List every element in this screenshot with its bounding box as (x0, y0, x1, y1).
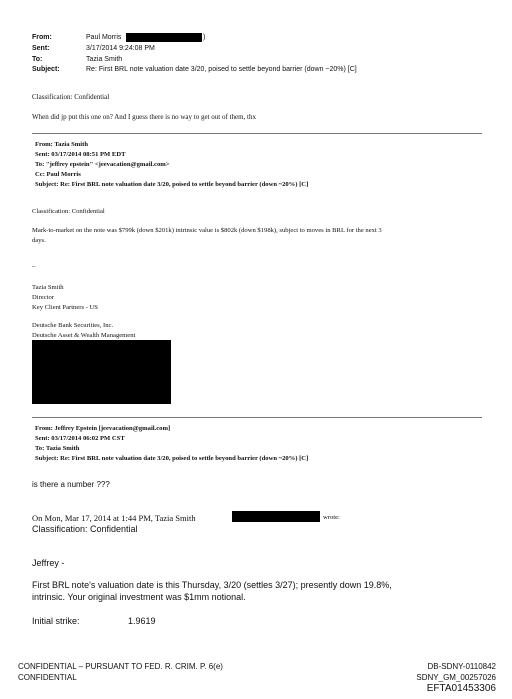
to-label: To: (32, 56, 43, 63)
signature-division: Deutsche Asset & Wealth Management (32, 332, 136, 339)
footer-confidential-notice: CONFIDENTIAL – PURSUANT TO FED. R. CRIM. P. 6(e) (18, 662, 223, 671)
quote-to: To: Tazia Smith (35, 445, 80, 452)
quote-subject: Subject: Re: First BRL note valuation date 3/20, poised to settle beyond barrier (down ~20%) [C] (35, 181, 309, 188)
greeting: Jeffrey - (32, 558, 65, 568)
subject-value: Re: First BRL note valuation date 3/20, poised to settle beyond barrier (down ~20%) [C] (86, 66, 357, 73)
from-label: From: (32, 34, 52, 41)
signature-name: Tazia Smith (32, 284, 64, 291)
message-body-line: Mark-to-market on the note was $799k (down $201k) intrinsic value is $802k (down $198k), subject to moves in BRL for the next 3 (32, 227, 382, 234)
footer-bates-number: DB-SDNY-0110842 (427, 662, 496, 671)
signature-company: Deutsche Bank Securities, Inc. (32, 322, 114, 329)
quote-to: To: "jeffrey epstein" <jeevacation@gmail.com> (35, 161, 170, 168)
classification-text: Classification: Confidential (32, 208, 105, 215)
divider (32, 133, 482, 134)
signature-title: Director (32, 294, 54, 301)
footer-efta-number: EFTA01453306 (426, 683, 496, 694)
quote-sent: Sent: 03/17/2014 08:51 PM EDT (35, 151, 126, 158)
signature-team: Key Client Partners - US (32, 304, 98, 311)
sent-label: Sent: (32, 45, 50, 52)
quote-from: From: Jeffrey Epstein [jeevacation@gmail.com] (35, 425, 171, 432)
redaction-block (32, 340, 171, 404)
from-tail: ) (203, 34, 206, 41)
wrote-line: On Mon, Mar 17, 2014 at 1:44 PM, Tazia Smith (32, 513, 196, 523)
message-body: is there a number ??? (32, 480, 110, 489)
quote-cc: Cc: Paul Morris (35, 171, 81, 178)
message-paragraph-line: First BRL note's valuation date is this Thursday, 3/20 (settles 3/27); presently down 19.8%, (32, 580, 392, 590)
divider (32, 417, 482, 418)
footer-confidential: CONFIDENTIAL (18, 673, 77, 682)
from-value: Paul Morris (86, 34, 122, 41)
redaction-block (126, 33, 202, 42)
to-value: Tazia Smith (86, 56, 123, 63)
quote-subject: Subject: Re: First BRL note valuation date 3/20, poised to settle beyond barrier (down ~20%) [C] (35, 455, 309, 462)
message-paragraph-line: intrinsic. Your original investment was $1mm notional. (32, 592, 246, 602)
subject-label: Subject: (32, 66, 60, 73)
footer-bates-number: SDNY_GM_00257026 (416, 673, 496, 682)
classification-text: Classification: Confidential (32, 524, 138, 534)
quote-from: From: Tazia Smith (35, 141, 88, 148)
sent-value: 3/17/2014 9:24:08 PM (86, 45, 155, 52)
message-body-line: days. (32, 237, 46, 244)
wrote-suffix: wrote: (323, 514, 340, 521)
strike-value: 1.9619 (128, 616, 156, 626)
signature-dash: – (32, 262, 36, 270)
strike-label: Initial strike: (32, 616, 80, 626)
message-body: When did jp put this one on? And I guess there is no way to get out of them, thx (32, 113, 256, 121)
quote-sent: Sent: 03/17/2014 06:02 PM CST (35, 435, 125, 442)
classification-text: Classification: Confidential (32, 93, 110, 101)
redaction-block (232, 511, 320, 522)
